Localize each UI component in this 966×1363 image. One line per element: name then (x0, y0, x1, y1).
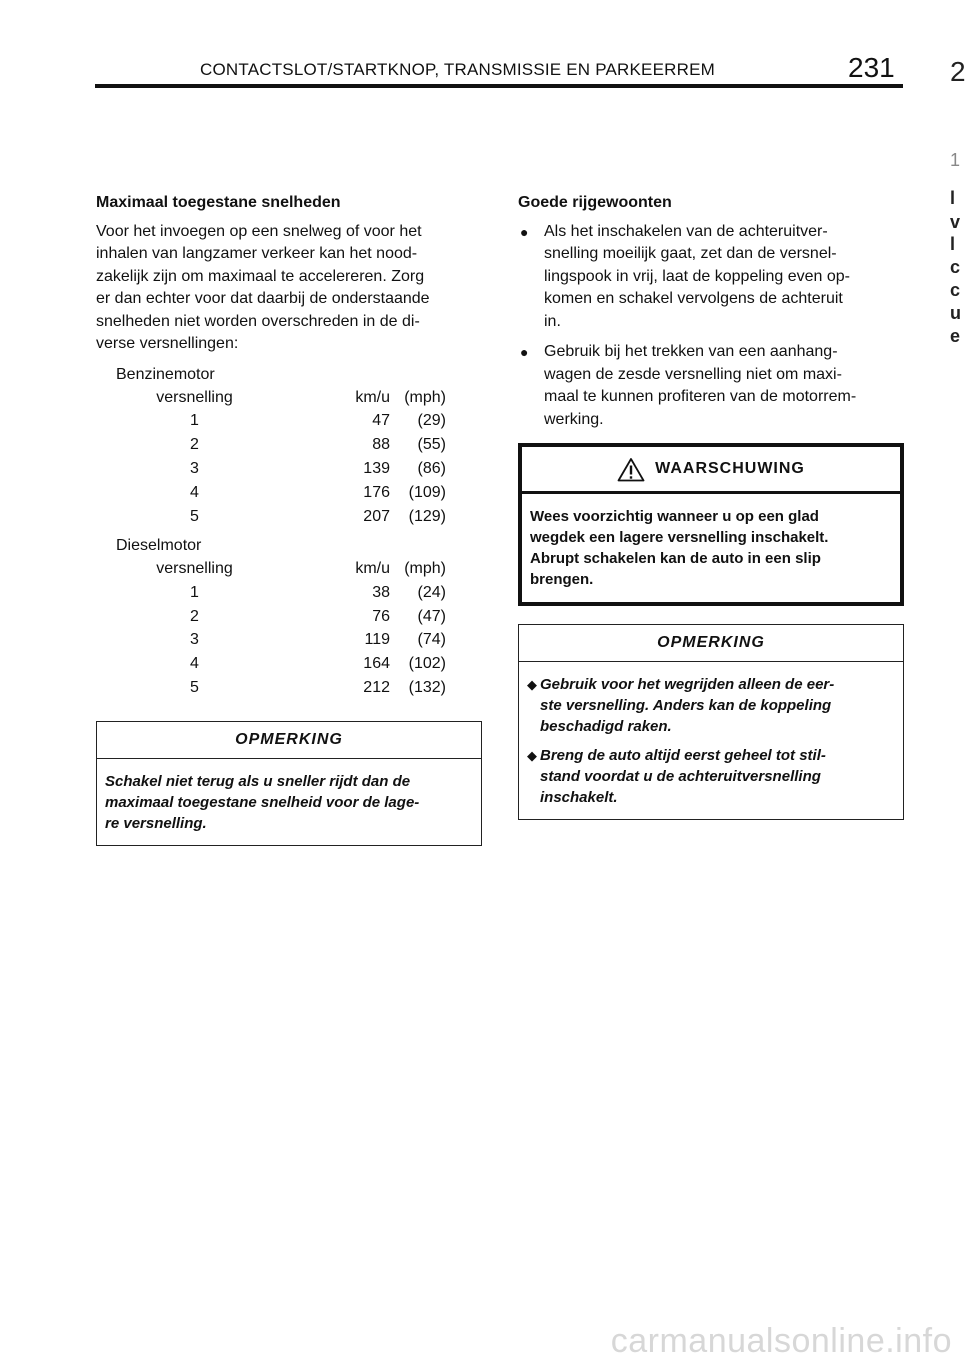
table-row (116, 605, 482, 629)
gear-cell: 5 (190, 678, 199, 696)
note-body (519, 662, 903, 819)
text-line: verse versnellingen: (96, 335, 239, 352)
gear-cell: 3 (190, 460, 199, 478)
text-line: Als het inschakelen van de achteruitver- (544, 222, 828, 240)
kmh-cell: 164 (363, 655, 390, 673)
mph-cell: (132) (408, 678, 446, 696)
warning-triangle-icon (617, 457, 645, 482)
column-header-gear: versnelling (156, 388, 233, 406)
kmh-cell: 38 (372, 583, 390, 601)
note-box-right (518, 624, 904, 820)
mph-cell: (24) (417, 583, 446, 601)
text-line: komen en schakel vervolgens de achteruit (544, 290, 843, 307)
edge-fragment: c (950, 280, 961, 300)
list-item (527, 674, 895, 737)
table-row (116, 457, 482, 481)
mph-cell: (29) (417, 412, 446, 430)
speed-table-title: Benzinemotor (116, 365, 215, 383)
kmh-cell: 76 (372, 607, 390, 625)
bullet-list (518, 221, 904, 432)
text-line: werking. (544, 410, 604, 428)
text-line: maximaal toegestane snelheid voor de lage- (105, 793, 420, 811)
bullet-icon: ● (520, 223, 529, 240)
edge-fragment: l (950, 234, 956, 254)
kmh-cell: 207 (363, 507, 390, 525)
section-heading-driving-habits: Goede rijgewoonten (518, 194, 672, 211)
edge-fragment: 1 (950, 150, 961, 170)
text-line: Gebruik voor het wegrijden alleen de eer- (540, 675, 835, 693)
kmh-cell: 176 (363, 483, 390, 501)
kmh-cell: 212 (363, 678, 390, 696)
kmh-cell: 47 (372, 412, 390, 430)
text-line: Wees voorzichtig wanneer u op een glad (530, 508, 819, 525)
text-line: Gebruik bij het trekken van een aanhang- (544, 343, 838, 360)
gear-cell: 2 (190, 436, 199, 454)
text-line: snelheden niet worden overschreden in de di- (96, 312, 420, 330)
right-column (518, 192, 904, 820)
text-line: in. (544, 312, 561, 330)
diamond-bullet-icon: ◆ (527, 676, 537, 692)
column-header-mph: (mph) (404, 388, 446, 406)
gear-cell: 4 (190, 655, 199, 673)
text-line: brengen. (530, 571, 594, 588)
text-line: re versnelling. (105, 814, 207, 832)
edge-fragment: c (950, 257, 961, 277)
table-row (116, 410, 482, 434)
diesel-speed-table (116, 535, 482, 700)
note-box-left (96, 721, 482, 846)
column-header-mph: (mph) (404, 559, 446, 577)
mph-cell: (47) (417, 607, 446, 625)
text-line: maal te kunnen profiteren van de motorrem- (544, 388, 857, 405)
text-line: lingspook in vrij, laat de koppeling even op- (544, 267, 850, 285)
gear-cell: 1 (190, 583, 199, 601)
gear-cell: 2 (190, 607, 199, 625)
edge-fragment: v (950, 212, 961, 232)
warning-box (518, 443, 904, 606)
header-rule (95, 84, 903, 88)
mph-cell: (74) (417, 631, 446, 649)
mph-cell: (102) (408, 655, 446, 673)
table-row (116, 481, 482, 505)
table-row (116, 676, 482, 700)
gear-cell: 1 (190, 412, 199, 430)
note-body (97, 759, 481, 845)
kmh-cell: 139 (363, 460, 390, 478)
text-line: snelling moeilijk gaat, zet dan de versnel- (544, 245, 837, 262)
kmh-cell: 119 (364, 631, 390, 649)
text-line: ste versnelling. Anders kan de koppeling (540, 696, 832, 714)
text-line: Breng de auto altijd eerst geheel tot stil- (540, 746, 826, 764)
gear-cell: 3 (190, 631, 199, 649)
left-column (96, 192, 482, 846)
column-header-kmh: km/u (355, 388, 390, 406)
edge-fragment: u (950, 303, 961, 323)
note-title: OPMERKING (519, 625, 903, 662)
edge-fragment: e (950, 326, 961, 346)
page-number: 231 (848, 52, 895, 83)
watermark: carmanualsonline.info (610, 1322, 952, 1360)
table-row (116, 581, 482, 605)
list-item (518, 221, 904, 334)
running-header-title: CONTACTSLOT/STARTKNOP, TRANSMISSIE EN PARKEERREM (200, 60, 715, 79)
warning-title: WAARSCHUWING (655, 459, 805, 477)
text-line: beschadigd raken. (540, 717, 672, 735)
bullet-icon: ● (520, 344, 529, 360)
table-row (116, 652, 482, 676)
column-header-kmh: km/u (355, 559, 390, 577)
petrol-speed-table (116, 364, 482, 529)
diamond-bullet-icon: ◆ (527, 747, 537, 763)
speed-table-header (116, 386, 482, 410)
gear-cell: 4 (190, 483, 199, 501)
section-heading-max-speeds: Maximaal toegestane snelheden (96, 194, 341, 211)
intro-paragraph (96, 221, 482, 356)
text-line: er dan echter voor dat daarbij de onderstaande (96, 290, 430, 307)
text-line: zakelijk zijn om maximaal te accelereren. Zorg (96, 267, 425, 285)
mph-cell: (86) (417, 460, 446, 478)
edge-fragment: l (950, 188, 956, 208)
text-line: wagen de zesde versnelling niet om maxi- (544, 365, 842, 383)
text-line: Abrupt schakelen kan de auto in een slip (530, 550, 821, 567)
mph-cell: (109) (408, 483, 446, 501)
text-line: Voor het invoegen op een snelweg of voor het (96, 222, 422, 240)
text-line: stand voordat u de achteruitversnelling (540, 767, 821, 785)
gear-cell: 5 (190, 507, 199, 525)
mph-cell: (129) (408, 507, 446, 525)
warning-body (522, 494, 900, 602)
speed-table-header (116, 557, 482, 581)
list-item (527, 745, 895, 808)
mph-cell: (55) (417, 436, 446, 454)
warning-header (522, 447, 900, 494)
kmh-cell: 88 (372, 436, 390, 454)
table-row (116, 629, 482, 653)
list-item (518, 341, 904, 431)
table-row (116, 434, 482, 458)
table-row (116, 505, 482, 529)
text-line: inschakelt. (540, 788, 618, 806)
column-header-gear: versnelling (156, 559, 233, 577)
text-line: wegdek een lagere versnelling inschakelt. (530, 529, 829, 546)
text-line: inhalen van langzamer verkeer kan het nood- (96, 245, 418, 262)
edge-fragment: 2 (950, 56, 966, 87)
speed-table-title: Dieselmotor (116, 536, 202, 554)
note-title: OPMERKING (97, 722, 481, 759)
text-line: Schakel niet terug als u sneller rijdt dan de (105, 772, 411, 790)
